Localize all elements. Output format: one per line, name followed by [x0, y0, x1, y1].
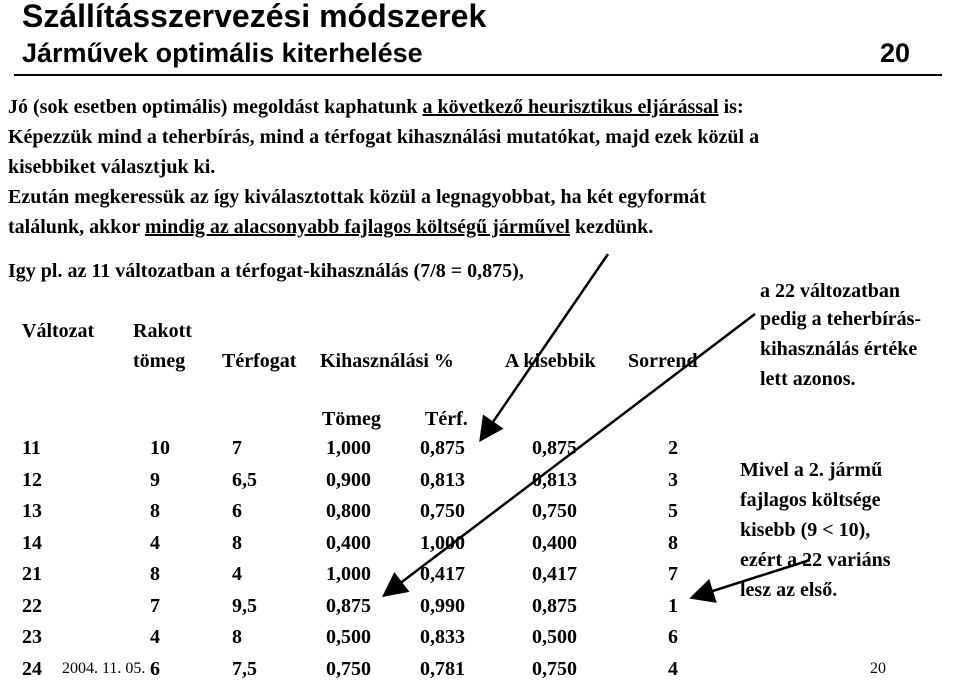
- cell-min: 0,500: [532, 626, 577, 648]
- note1-line: lett azonos.: [760, 368, 856, 390]
- cell-tu: 0,400: [326, 531, 371, 554]
- cell-v: 11: [22, 437, 41, 459]
- subheader-mass: Tömeg: [322, 408, 381, 430]
- cell-min: 0,750: [532, 657, 577, 680]
- cell-tu: 0,900: [326, 468, 371, 491]
- cell-v: 22: [22, 594, 42, 617]
- cell-tu: 0,750: [326, 657, 371, 680]
- cell-vu: 0,875: [420, 437, 465, 459]
- cell-min: 0,875: [532, 594, 577, 617]
- header-page-number: 20: [880, 38, 911, 68]
- header-utilization: Kihasználási %: [320, 350, 454, 372]
- cell-rank: 7: [668, 563, 678, 585]
- cell-m: 6: [150, 657, 160, 680]
- cell-rank: 6: [668, 626, 678, 648]
- cell-m: 4: [150, 531, 160, 554]
- cell-v: 12: [22, 468, 42, 491]
- body-line-5-end: kezdünk.: [569, 216, 654, 238]
- cell-rank: 3: [668, 468, 678, 491]
- cell-rank: 1: [668, 594, 678, 617]
- cell-v: 23: [22, 626, 42, 648]
- note2-line: kisebb (9 < 10),: [740, 519, 871, 541]
- cell-t: 6: [232, 500, 242, 522]
- cell-t: 7,5: [232, 657, 257, 680]
- cell-rank: 2: [668, 437, 678, 459]
- page-subtitle: Járművek optimális kiterhelése: [22, 38, 423, 68]
- lower-cost-link: mindig az alacsonyabb fajlagos költségű járművel: [144, 216, 570, 238]
- cell-t: 7: [232, 437, 242, 459]
- body-line-5-text: találunk, akkor: [8, 216, 145, 238]
- note1-line: a 22 változatban: [760, 280, 900, 302]
- header-load-2: tömeg: [133, 350, 186, 372]
- cell-v: 21: [22, 563, 42, 585]
- header-load-1: Rakott: [133, 320, 192, 342]
- cell-t: 8: [232, 531, 242, 554]
- note1-line: pedig a teherbírás-: [760, 308, 922, 330]
- cell-tu: 1,000: [326, 437, 371, 459]
- header-smaller: A kisebbik: [505, 350, 596, 372]
- arrow-to-row-22: [386, 314, 755, 594]
- header-variant: Változat: [22, 320, 95, 342]
- cell-vu: 0,833: [420, 626, 465, 648]
- note2-line: ezért a 22 variáns: [740, 549, 891, 571]
- cell-rank: 5: [668, 500, 678, 522]
- cell-vu: 0,417: [420, 563, 465, 585]
- cell-t: 6,5: [232, 468, 257, 491]
- cell-vu: 0,813: [420, 468, 465, 491]
- cell-m: 4: [150, 626, 160, 648]
- cell-v: 14: [22, 531, 42, 554]
- body-line-1-end: is:: [718, 96, 744, 118]
- arrow-to-row-11: [482, 254, 608, 438]
- cell-vu: 0,990: [420, 594, 465, 617]
- note2-line: fajlagos költsége: [740, 489, 881, 511]
- body-line-2: Képezzük mind a teherbírás, mind a térfogat kihasználási mutatókat, majd ezek közül a: [8, 126, 760, 148]
- cell-rank: 8: [668, 531, 678, 554]
- body-line-3: kisebbiket választjuk ki.: [8, 156, 216, 178]
- cell-min: 0,750: [532, 500, 577, 522]
- cell-m: 8: [150, 500, 160, 522]
- cell-t: 4: [232, 563, 242, 585]
- note2-line: lesz az első.: [740, 579, 838, 601]
- cell-m: 10: [150, 437, 170, 459]
- header-order: Sorrend: [628, 350, 698, 372]
- body-line-1-text: Jó (sok esetben optimális) megoldást kaphatunk: [8, 96, 423, 118]
- cell-rank: 4: [668, 657, 678, 680]
- heuristic-link: a következő heurisztikus eljárással: [422, 96, 719, 118]
- cell-min: 0,417: [532, 563, 577, 585]
- cell-m: 9: [150, 468, 160, 491]
- cell-min: 0,400: [532, 531, 577, 554]
- page-title: Szállításszervezési módszerek: [22, 0, 487, 34]
- cell-t: 8: [232, 626, 242, 648]
- cell-t: 9,5: [232, 594, 257, 617]
- cell-tu: 0,500: [326, 626, 371, 648]
- footer-date: 2004. 11. 05.: [62, 660, 146, 677]
- cell-vu: 1,000: [420, 531, 465, 554]
- cell-min: 0,875: [532, 437, 577, 459]
- arrow-to-rank-1: [694, 560, 810, 597]
- cell-vu: 0,781: [420, 657, 465, 680]
- subheader-volume: Térf.: [425, 408, 468, 430]
- footer-page: 20: [870, 660, 886, 677]
- cell-m: 7: [150, 594, 160, 617]
- note1-line: kihasználás értéke: [760, 338, 918, 360]
- header-volume: Térfogat: [222, 350, 297, 372]
- example-line: Igy pl. az 11 változatban a térfogat-kihasználás (7/8 = 0,875),: [8, 260, 524, 282]
- body-line-4: Ezután megkeressük az így kiválasztottak közül a legnagyobbat, ha két egyformát: [8, 186, 706, 208]
- cell-v: 13: [22, 500, 42, 522]
- cell-v: 24: [22, 657, 42, 680]
- cell-min: 0,813: [532, 468, 577, 491]
- cell-tu: 0,800: [326, 500, 371, 522]
- cell-m: 8: [150, 563, 160, 585]
- cell-vu: 0,750: [420, 500, 465, 522]
- cell-tu: 1,000: [326, 563, 371, 585]
- cell-tu: 0,875: [326, 594, 371, 617]
- note2-line: Mivel a 2. jármű: [740, 459, 883, 481]
